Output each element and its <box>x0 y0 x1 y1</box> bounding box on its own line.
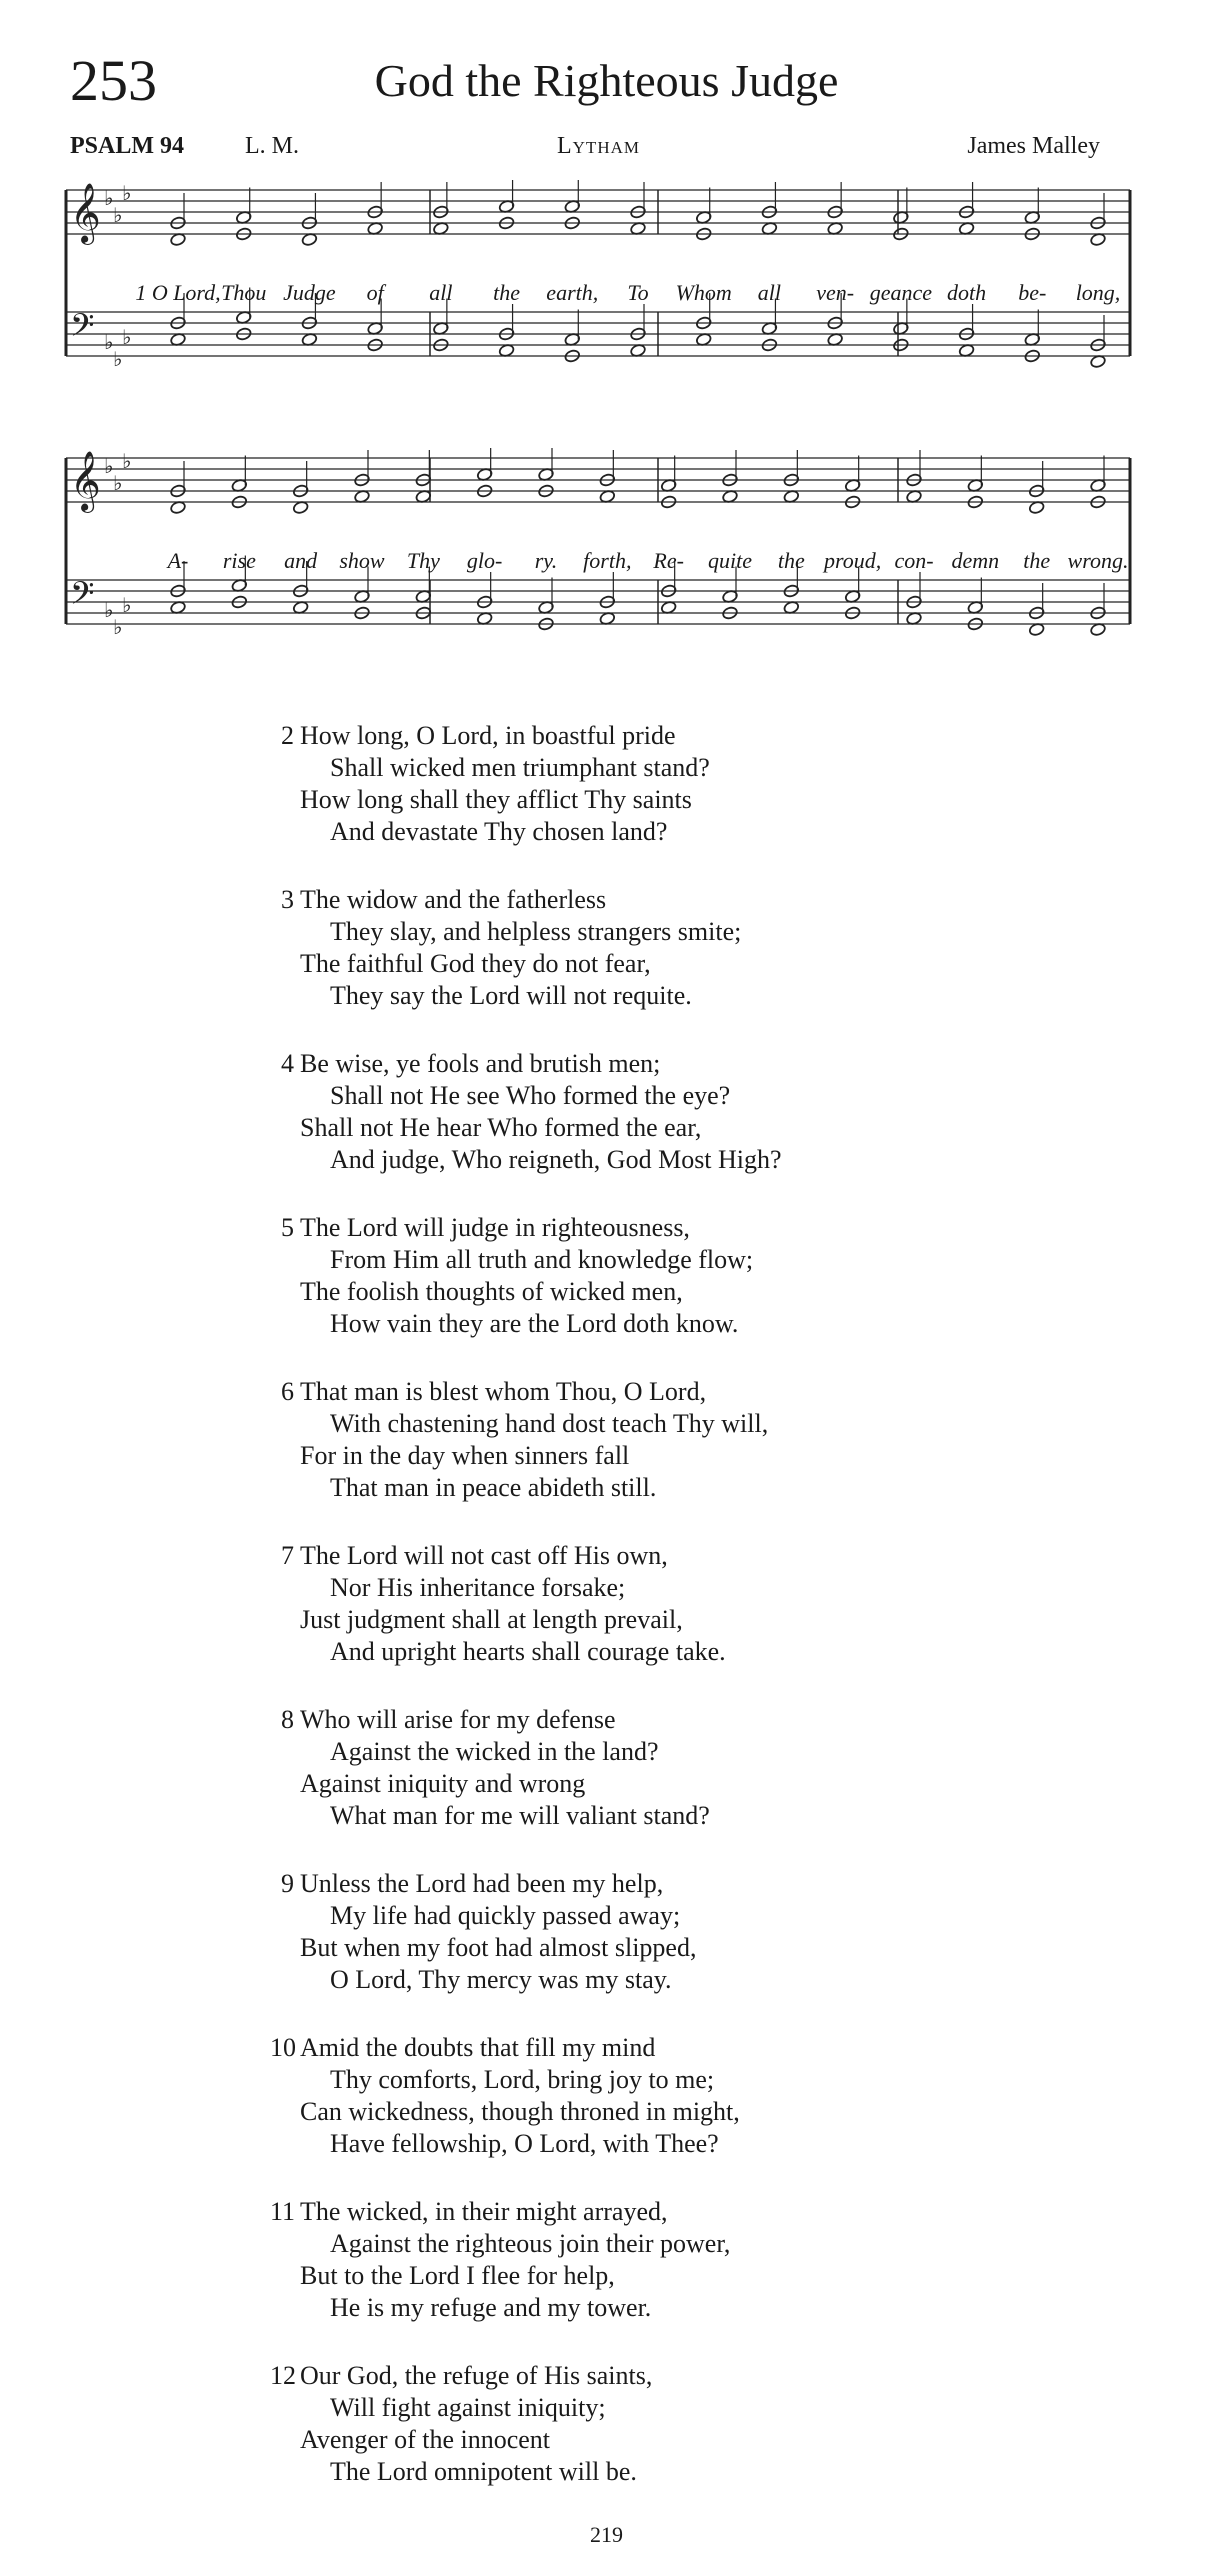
stanza-line: Our God, the refuge of His saints, <box>300 2361 653 2390</box>
stanza-line: Against the righteous join their power, <box>330 2229 731 2258</box>
flat-icon: ♭ <box>113 615 123 639</box>
stanza-line: Shall not He see Who formed the eye? <box>330 1081 731 1110</box>
stanza-number: 5 <box>281 1213 294 1242</box>
flat-icon: ♭ <box>122 593 132 617</box>
stanza-line: The wicked, in their might arrayed, <box>300 2197 668 2226</box>
stanza <box>281 1540 1100 1668</box>
stanza-line: They slay, and helpless strangers smite; <box>330 917 742 946</box>
lyric-syllable: and <box>284 548 318 573</box>
stanza-line: How long, O Lord, in boastful pride <box>300 721 676 750</box>
composer: James Malley <box>967 133 1100 159</box>
flat-icon: ♭ <box>104 330 114 354</box>
stanza-number: 8 <box>281 1705 294 1734</box>
lyric-syllable: be- <box>1018 280 1047 305</box>
flat-icon: ♭ <box>122 181 132 205</box>
lyric-syllable: forth, <box>583 548 632 573</box>
stanza-line: Amid the doubts that fill my mind <box>300 2033 656 2062</box>
stanza-line: He is my refuge and my tower. <box>330 2293 652 2322</box>
stanza <box>281 1868 1100 1996</box>
stanza-line: O Lord, Thy mercy was my stay. <box>330 1965 672 1994</box>
stanza-line: For in the day when sinners fall <box>300 1441 630 1470</box>
lyric-syllable: all <box>429 280 453 305</box>
lyric-syllable: ry. <box>534 548 558 573</box>
stanza <box>281 1048 1100 1176</box>
stanza-line: Who will arise for my defense <box>300 1705 616 1734</box>
stanza-line: And judge, Who reigneth, God Most High? <box>330 1145 782 1174</box>
stanza-line: The foolish thoughts of wicked men, <box>300 1277 683 1306</box>
lyric-syllable: the <box>493 280 521 305</box>
stanza-line: Be wise, ye fools and brutish men; <box>300 1049 661 1078</box>
page-number: 219 <box>590 2522 623 2547</box>
lyric-syllable: Whom <box>675 280 732 305</box>
stanza-line: They say the Lord will not requite. <box>330 981 692 1010</box>
stanza-line: With chastening hand dost teach Thy will, <box>330 1409 769 1438</box>
flat-icon: ♭ <box>113 471 123 495</box>
stanza <box>270 2360 1100 2488</box>
stanza-line: Shall wicked men triumphant stand? <box>330 753 710 782</box>
lyric-syllable: glo- <box>466 548 503 573</box>
lyric-syllable: 1 O Lord, <box>135 280 221 305</box>
lyric-syllable: long, <box>1075 280 1121 305</box>
flat-icon: ♭ <box>104 454 114 478</box>
stanza-line: Unless the Lord had been my help, <box>300 1869 664 1898</box>
flat-icon: ♭ <box>113 203 123 227</box>
lyric-syllable: doth <box>947 280 987 305</box>
stanza-line: Nor His inheritance forsake; <box>330 1573 626 1602</box>
stanza-line: That man in peace abideth still. <box>330 1473 657 1502</box>
stanza-number: 3 <box>281 885 294 914</box>
flat-icon: ♭ <box>104 186 114 210</box>
lyric-syllable: show <box>339 548 385 573</box>
stanza <box>281 1376 1100 1504</box>
lyric-syllable: geance <box>869 280 932 305</box>
stanza-line: That man is blest whom Thou, O Lord, <box>300 1377 707 1406</box>
stanza-line: My life had quickly passed away; <box>330 1901 681 1930</box>
meter: L. M. <box>245 133 299 159</box>
stanza-line: Shall not He hear Who formed the ear, <box>300 1113 702 1142</box>
stanza <box>281 884 1100 1012</box>
stanza-line: Just judgment shall at length prevail, <box>300 1605 683 1634</box>
stanza <box>281 1704 1100 1832</box>
stanza-line: The Lord will not cast off His own, <box>300 1541 668 1570</box>
stanza-number: 2 <box>281 721 294 750</box>
lyric-syllable: Re- <box>653 548 684 573</box>
flat-icon: ♭ <box>113 347 123 371</box>
lyric-syllable: quite <box>708 548 752 573</box>
lyric-syllable: A- <box>167 548 189 573</box>
stanza-line: The Lord omnipotent will be. <box>330 2457 637 2486</box>
stanza <box>281 720 1100 848</box>
lyric-syllable: ven- <box>816 280 855 305</box>
lyric-syllable: of <box>366 280 384 305</box>
bass-clef-icon: 𝄢 <box>70 575 95 619</box>
lyric-syllable: To <box>627 280 649 305</box>
stanza-number: 12 <box>270 2361 296 2390</box>
flat-icon: ♭ <box>122 449 132 473</box>
stanza-line: How long shall they afflict Thy saints <box>300 785 692 814</box>
lyric-syllable: Thy <box>406 548 440 573</box>
stanza-line: The widow and the fatherless <box>300 885 607 914</box>
stanza-line: Avenger of the innocent <box>300 2425 551 2454</box>
stanza <box>270 2196 1100 2324</box>
stanza-line: Will fight against iniquity; <box>330 2393 606 2422</box>
music-system-2 <box>58 448 1140 698</box>
flat-icon: ♭ <box>122 325 132 349</box>
hymn-number: 253 <box>70 48 157 113</box>
stanza-line: Have fellowship, O Lord, with Thee? <box>330 2129 719 2158</box>
stanza-line: How vain they are the Lord doth know. <box>330 1309 739 1338</box>
lyric-syllable: proud, <box>824 548 882 573</box>
lyric-syllable: rise <box>222 548 256 573</box>
stanza-number: 7 <box>281 1541 294 1570</box>
stanza-number: 4 <box>281 1049 294 1078</box>
lyric-syllable: wrong. <box>1067 548 1129 573</box>
stanza-line: Against the wicked in the land? <box>330 1737 659 1766</box>
stanza-line: Against iniquity and wrong <box>300 1769 586 1798</box>
lyric-syllable: Judge <box>283 280 336 305</box>
music-system-1 <box>58 180 1140 430</box>
stanza-line: Thy comforts, Lord, bring joy to me; <box>330 2065 715 2094</box>
treble-clef-icon: 𝄞 <box>70 183 101 243</box>
hymn-metadata <box>70 133 1100 165</box>
bass-clef-icon: 𝄢 <box>70 307 95 351</box>
lyric-syllable: demn <box>951 548 1000 573</box>
stanza-line: And devastate Thy chosen land? <box>330 817 668 846</box>
tune-name: Lytham <box>557 133 640 159</box>
stanza-number: 6 <box>281 1377 294 1406</box>
psalm-reference: PSALM 94 <box>70 133 184 159</box>
lyric-syllable: all <box>757 280 782 305</box>
stanza-line: Can wickedness, though throned in might, <box>300 2097 740 2126</box>
stanza-line: And upright hearts shall courage take. <box>330 1637 726 1666</box>
stanza-line: From Him all truth and knowledge flow; <box>330 1245 754 1274</box>
lyric-syllable: the <box>777 548 805 573</box>
stanza-line: What man for me will valiant stand? <box>330 1801 710 1830</box>
lyric-syllable: the <box>1023 548 1051 573</box>
stanza-number: 10 <box>270 2033 296 2062</box>
flat-icon: ♭ <box>104 598 114 622</box>
stanza-number: 11 <box>270 2197 296 2226</box>
hymn-title: God the Righteous Judge <box>374 55 839 106</box>
stanza <box>270 2032 1100 2160</box>
stanza-line: The Lord will judge in righteousness, <box>300 1213 690 1242</box>
lyric-syllable: Thou <box>221 280 267 305</box>
stanza <box>281 1212 1100 1340</box>
lyric-syllable: con- <box>894 548 934 573</box>
stanza-list <box>270 720 1100 2524</box>
treble-clef-icon: 𝄞 <box>70 451 101 511</box>
stanza-line: But when my foot had almost slipped, <box>300 1933 697 1962</box>
stanza-line: But to the Lord I flee for help, <box>300 2261 615 2290</box>
stanza-line: The faithful God they do not fear, <box>300 949 651 978</box>
stanza-number: 9 <box>281 1869 294 1898</box>
lyric-syllable: earth, <box>546 280 599 305</box>
